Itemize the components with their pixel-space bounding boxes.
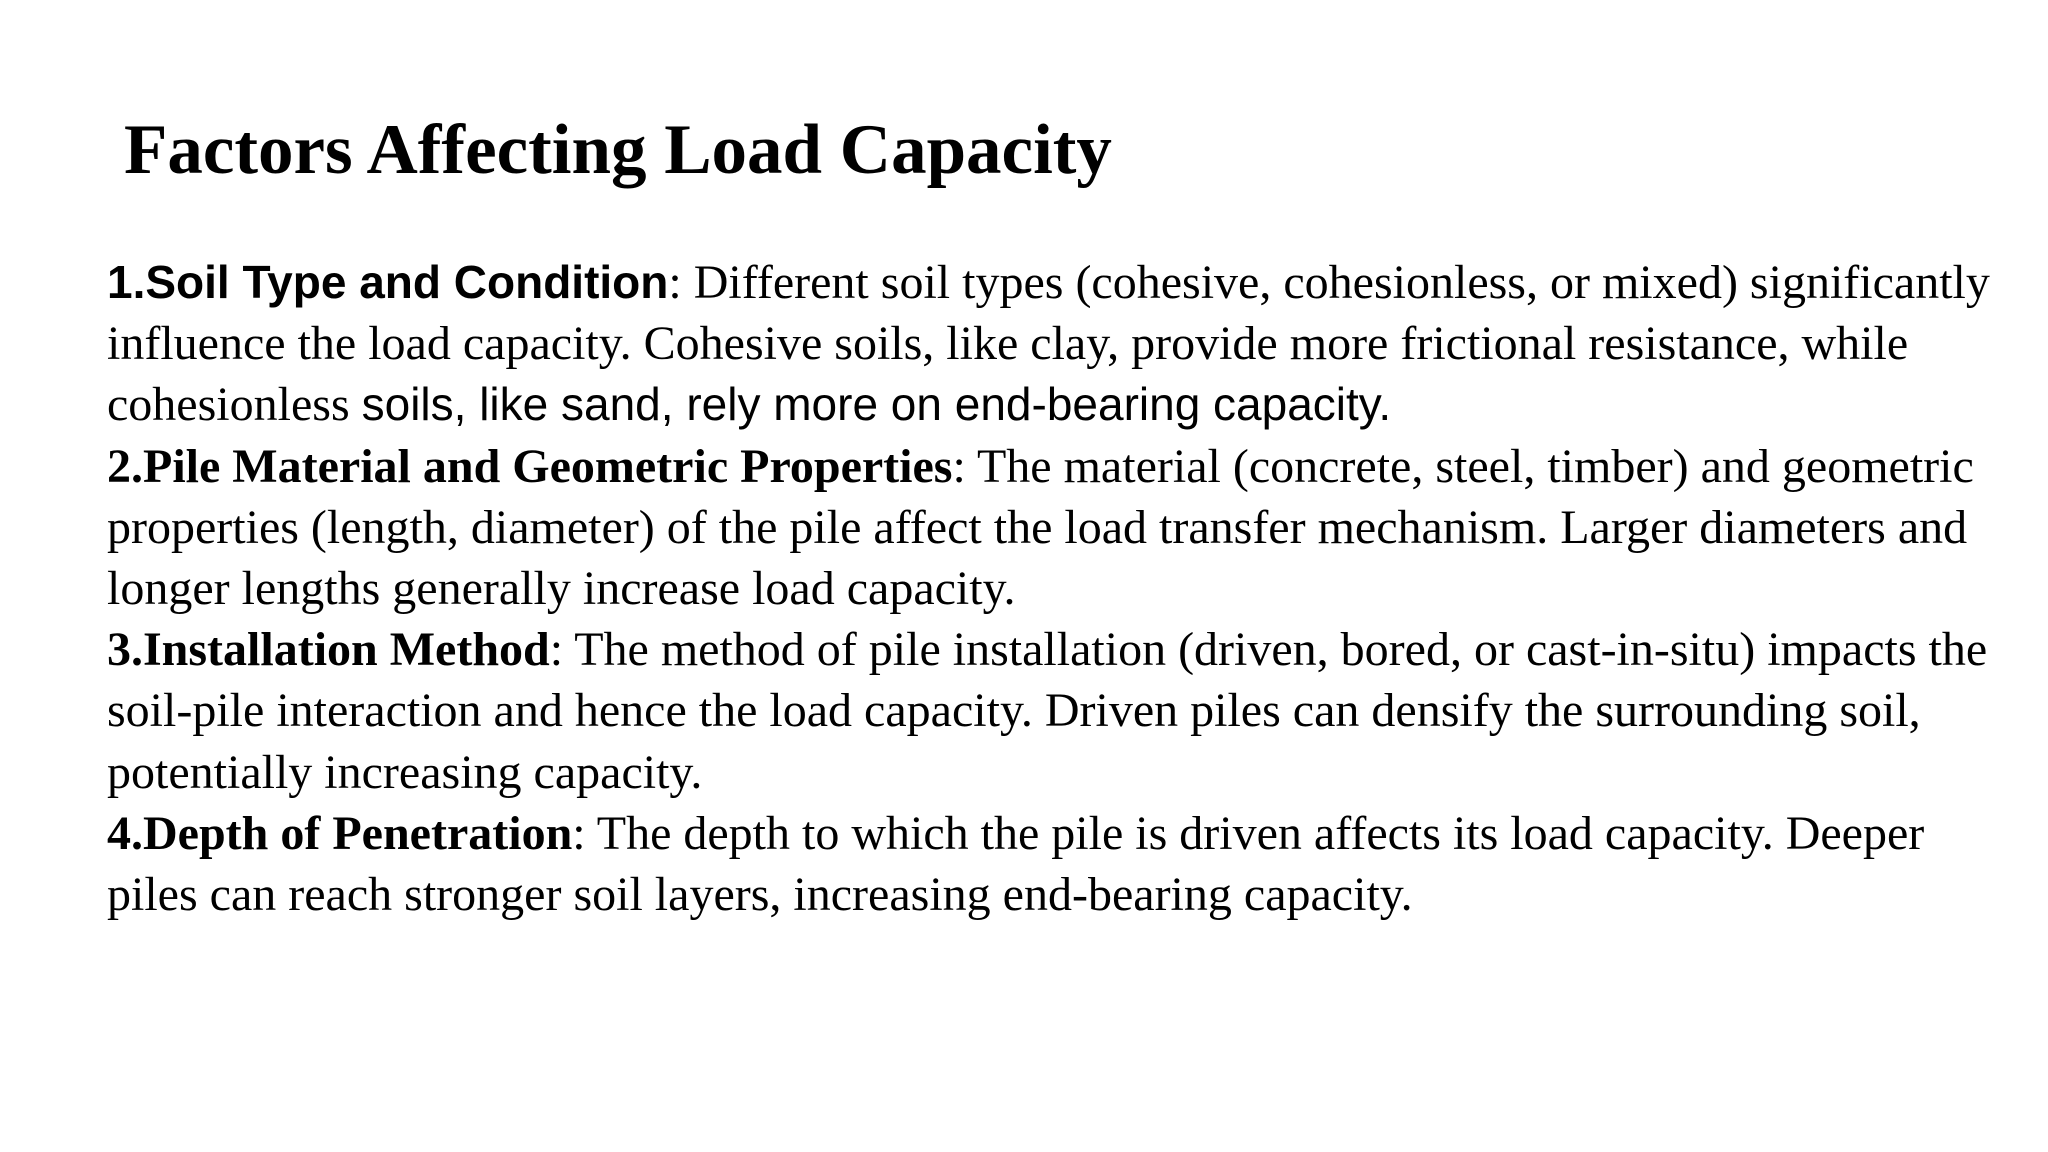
factor-item-depth-of-penetration [107,803,2007,925]
factor-heading [107,807,572,860]
factor-heading-text: Pile Material and Geometric Properties [143,439,953,493]
factor-heading-text: Soil Type and Condition [145,256,669,308]
factor-description: Different soil types (cohesive, cohesionless, or mixed) significantly influence the load capacity. Cohesive soils, like clay, provide more frictional resistance, while cohesionless [107,256,1990,432]
factor-separator: : [952,439,966,493]
factor-heading [107,256,668,308]
factor-number: 1. [107,256,146,308]
factor-heading-text: Depth of Penetration [143,806,573,860]
factor-number: 4. [107,806,143,860]
factor-description: The method of pile installation (driven, bored, or cast-in-situ) impacts the soil-pile interaction and hence the load capacity. Driven piles can densify the surrounding soil, potentially increasing capacity. [107,623,1988,799]
factor-separator: : [668,256,682,309]
factor-heading [107,623,550,676]
factor-separator: : [572,806,586,860]
factor-heading-text: Installation Method [143,623,550,677]
slide-title: Factors Affecting Load Capacity [124,111,1112,189]
factor-description: The material (concrete, steel, timber) and geometric properties (length, diameter) of the pile affect the load transfer mechanism. Larger diameters and longer lengths generally increase load capacity. [107,439,1974,616]
factor-description: The depth to which the pile is driven affects its load capacity. Deeper piles can reach stronger soil layers, increasing end-bearing capacity. [107,806,1925,922]
factor-list [107,252,2007,925]
factor-number: 3. [107,623,143,677]
factor-heading [107,440,952,493]
factor-number: 2. [107,439,143,493]
factor-item-soil-type [107,252,2007,436]
factor-item-installation-method [107,619,2007,803]
factor-item-pile-material [107,436,1987,620]
factor-description-tail: soils, like sand, rely more on end-bearing capacity. [361,378,1392,431]
factor-separator: : [549,623,564,677]
